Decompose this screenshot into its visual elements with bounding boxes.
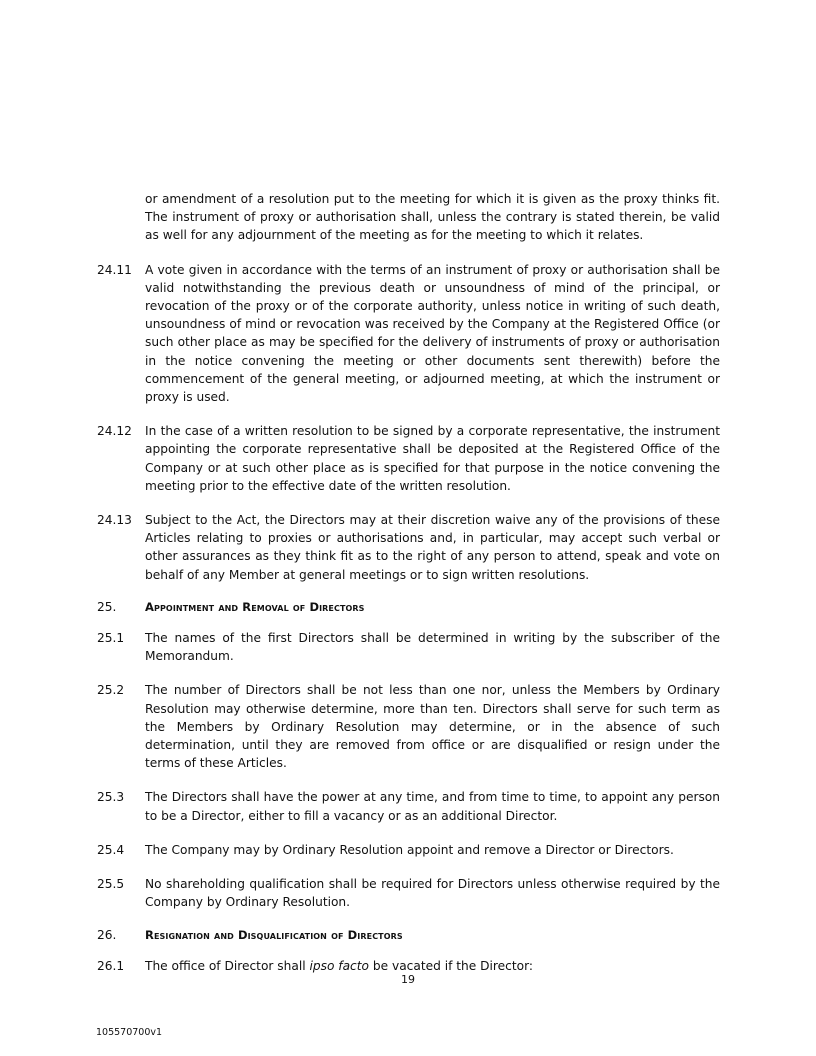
clause-text: No shareholding qualification shall be required for Directors unless otherwise required by the Company by Ordinary Resolution. xyxy=(145,877,720,910)
clause-25-4 xyxy=(97,841,720,859)
section-title: Appointment and Removal of Directors xyxy=(145,599,365,614)
clause-text: In the case of a written resolution to be signed by a corporate representative, the instrument appointing the corporate representative shall be deposited at the Registered Office of the Company or at such other place as is specified for that purpose in the notice convening the meeting prior to the effective date of the written resolution. xyxy=(145,424,720,493)
page-number: 19 xyxy=(401,973,415,986)
clause-number: 25.4 xyxy=(97,842,125,857)
section-heading-25 xyxy=(97,598,720,616)
section-number: 26. xyxy=(97,927,117,942)
clause-text: The names of the first Directors shall be determined in writing by the subscriber of the Memorandum. xyxy=(145,631,720,664)
clause-number: 25.3 xyxy=(97,790,125,805)
clause-25-3 xyxy=(97,788,720,824)
clause-24-13 xyxy=(97,511,720,584)
continuation-paragraph: or amendment of a resolution put to the meeting for which it is given as the proxy thinks fit. The instrument of proxy or authorisation shall, unless the contrary is stated therein, be valid as well for any adjournment of the meeting as for the meeting to which it relates. xyxy=(145,192,720,243)
clause-text-before: The office of Director shall xyxy=(145,958,310,973)
clause-text: Subject to the Act, the Directors may at their discretion waive any of the provisions of these Articles relating to proxies or authorisations and, in particular, may accept such verbal or other assurances as they think fit as to the right of any person to attend, speak and vote on behalf of any Member at general meetings or to sign written resolutions. xyxy=(145,513,720,582)
clause-text: A vote given in accordance with the terms of an instrument of proxy or authorisation shall be valid notwithstanding the previous death or unsoundness of mind of the principal, or revocation of the proxy or of the corporate authority, unless notice in writing of such death, unsoundness of mind or revocation was received by the Company at the Registered Office (or such other place as may be specified for the delivery of instruments of proxy or authorisation in the notice convening the meeting or other documents sent therewith) before the commencement of the general meeting, or adjourned meeting, at which the instrument or proxy is used. xyxy=(145,262,720,405)
clause-number: 26.1 xyxy=(97,958,125,973)
clause-25-5 xyxy=(97,875,720,911)
clause-text: The number of Directors shall be not less than one nor, unless the Members by Ordinary Resolution may otherwise determine, more than ten. Directors shall serve for such term as the Members by Ordinary Resolution may determine, or in the absence of such determination, until they are removed from office or are disqualified or resign under the terms of these Articles. xyxy=(145,683,720,771)
clause-number: 24.11 xyxy=(97,262,132,277)
document-body xyxy=(97,190,720,975)
document-reference: 105570700v1 xyxy=(96,1027,163,1038)
clause-text-after: be vacated if the Director: xyxy=(369,958,533,973)
section-heading-26 xyxy=(97,926,720,944)
clause-25-1 xyxy=(97,629,720,665)
clause-text: The Directors shall have the power at any time, and from time to time, to appoint any person to be a Director, either to fill a vacancy or as an additional Director. xyxy=(145,790,720,823)
clause-number: 25.2 xyxy=(97,683,125,698)
clause-number: 24.13 xyxy=(97,513,132,528)
clause-text-italic: ipso facto xyxy=(309,958,369,973)
clause-number: 25.5 xyxy=(97,877,125,892)
clause-number: 24.12 xyxy=(97,424,132,439)
clause-24-12 xyxy=(97,422,720,495)
clause-number: 25.1 xyxy=(97,631,125,646)
section-number: 25. xyxy=(97,599,117,614)
clause-24-11 xyxy=(97,261,720,407)
clause-25-2 xyxy=(97,681,720,772)
section-title: Resignation and Disqualification of Directors xyxy=(145,927,403,942)
clause-text: The Company may by Ordinary Resolution appoint and remove a Director or Directors. xyxy=(145,842,674,857)
